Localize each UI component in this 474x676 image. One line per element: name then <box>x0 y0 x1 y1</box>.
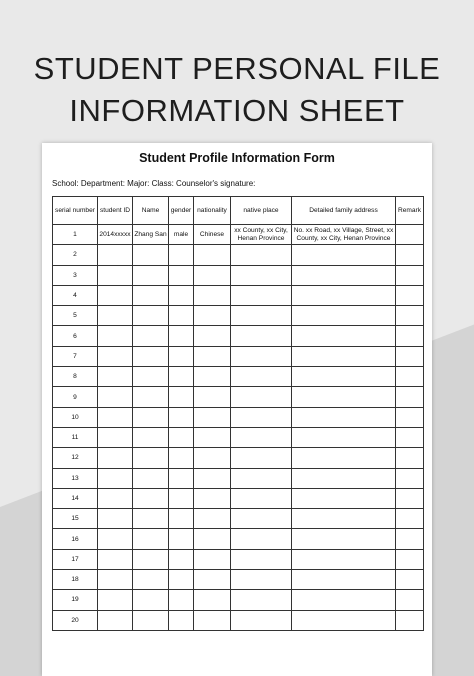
cell-serial[interactable]: 19 <box>53 590 98 610</box>
cell-gender[interactable] <box>169 448 194 468</box>
cell-student-id[interactable] <box>98 488 133 508</box>
cell-nationality[interactable] <box>194 509 231 529</box>
cell-name[interactable] <box>133 367 169 387</box>
cell-gender[interactable] <box>169 387 194 407</box>
cell-gender[interactable] <box>169 427 194 447</box>
cell-native-place[interactable] <box>231 245 292 265</box>
cell-nationality[interactable] <box>194 549 231 569</box>
cell-family-address[interactable] <box>292 326 396 346</box>
cell-student-id[interactable] <box>98 407 133 427</box>
cell-family-address[interactable] <box>292 346 396 366</box>
cell-gender[interactable] <box>169 468 194 488</box>
cell-nationality[interactable] <box>194 265 231 285</box>
cell-native-place[interactable] <box>231 285 292 305</box>
table-header-row <box>53 197 424 225</box>
table-row <box>53 529 424 549</box>
cell-nationality[interactable] <box>194 427 231 447</box>
cell-family-address[interactable] <box>292 549 396 569</box>
cell-gender[interactable] <box>169 549 194 569</box>
cell-family-address[interactable] <box>292 225 396 245</box>
cell-remark[interactable] <box>396 610 424 630</box>
cell-student-id[interactable] <box>98 610 133 630</box>
cell-native-place[interactable] <box>231 590 292 610</box>
cell-nationality[interactable] <box>194 610 231 630</box>
cell-native-place[interactable] <box>231 427 292 447</box>
table-row <box>53 285 424 305</box>
cell-nationality[interactable] <box>194 488 231 508</box>
column-header-serial-number: serial number <box>53 197 98 225</box>
cell-family-address[interactable] <box>292 610 396 630</box>
cell-remark[interactable] <box>396 448 424 468</box>
cell-remark[interactable] <box>396 367 424 387</box>
cell-name[interactable] <box>133 549 169 569</box>
table-row <box>53 468 424 488</box>
cell-family-address[interactable] <box>292 448 396 468</box>
cell-remark[interactable] <box>396 225 424 245</box>
column-header-native-place: native place <box>231 197 292 225</box>
table-row <box>53 549 424 569</box>
cell-nationality[interactable] <box>194 448 231 468</box>
table-row <box>53 509 424 529</box>
cell-family-address[interactable] <box>292 306 396 326</box>
cell-gender[interactable] <box>169 285 194 305</box>
cell-native-place[interactable] <box>231 509 292 529</box>
table-row <box>53 265 424 285</box>
cell-family-address[interactable] <box>292 509 396 529</box>
cell-student-id[interactable] <box>98 367 133 387</box>
page-title-line-2: INFORMATION SHEET <box>69 93 405 128</box>
cell-student-id[interactable] <box>98 448 133 468</box>
cell-student-id[interactable] <box>98 590 133 610</box>
cell-native-place[interactable] <box>231 610 292 630</box>
cell-name[interactable] <box>133 529 169 549</box>
table-row <box>53 448 424 468</box>
cell-gender[interactable] <box>169 488 194 508</box>
cell-native-place[interactable] <box>231 570 292 590</box>
cell-remark[interactable] <box>396 265 424 285</box>
cell-nationality[interactable] <box>194 285 231 305</box>
table-row <box>53 326 424 346</box>
cell-serial[interactable]: 8 <box>53 367 98 387</box>
cell-student-id[interactable] <box>98 265 133 285</box>
cell-gender[interactable] <box>169 265 194 285</box>
cell-native-place[interactable] <box>231 387 292 407</box>
table-row <box>53 610 424 630</box>
cell-family-address[interactable] <box>292 488 396 508</box>
table-row <box>53 346 424 366</box>
cell-name[interactable] <box>133 285 169 305</box>
student-table <box>52 196 424 631</box>
page-title-line-1: STUDENT PERSONAL FILE <box>33 51 441 86</box>
form-title: Student Profile Information Form <box>139 151 335 165</box>
cell-serial[interactable]: 10 <box>53 407 98 427</box>
page-title <box>0 48 474 132</box>
cell-name[interactable] <box>133 509 169 529</box>
table-row <box>53 427 424 447</box>
cell-native-place[interactable] <box>231 529 292 549</box>
cell-gender[interactable] <box>169 529 194 549</box>
cell-nationality[interactable] <box>194 407 231 427</box>
cell-family-address[interactable] <box>292 529 396 549</box>
cell-student-id[interactable] <box>98 509 133 529</box>
cell-student-id[interactable] <box>98 285 133 305</box>
cell-student-id[interactable]: 2014xxxxx <box>98 225 133 245</box>
cell-student-id[interactable] <box>98 529 133 549</box>
cell-name[interactable] <box>133 407 169 427</box>
cell-gender[interactable] <box>169 326 194 346</box>
cell-gender[interactable] <box>169 570 194 590</box>
cell-student-id[interactable] <box>98 387 133 407</box>
cell-gender[interactable] <box>169 245 194 265</box>
cell-serial[interactable]: 12 <box>53 448 98 468</box>
cell-serial[interactable]: 2 <box>53 245 98 265</box>
cell-serial[interactable]: 6 <box>53 326 98 346</box>
cell-native-place[interactable] <box>231 488 292 508</box>
cell-native-place[interactable] <box>231 407 292 427</box>
form-info-line: School: Department: Major: Class: Counselor's signature: <box>52 179 256 188</box>
cell-serial[interactable]: 16 <box>53 529 98 549</box>
cell-remark[interactable] <box>396 570 424 590</box>
cell-gender[interactable] <box>169 590 194 610</box>
cell-native-place[interactable] <box>231 468 292 488</box>
table-row <box>53 245 424 265</box>
cell-name[interactable] <box>133 427 169 447</box>
column-header-student-id: student ID <box>98 197 133 225</box>
cell-name[interactable] <box>133 306 169 326</box>
table-row <box>53 306 424 326</box>
cell-family-address[interactable] <box>292 387 396 407</box>
cell-nationality[interactable] <box>194 529 231 549</box>
cell-family-address[interactable] <box>292 285 396 305</box>
cell-student-id[interactable] <box>98 570 133 590</box>
table-row <box>53 590 424 610</box>
cell-nationality[interactable] <box>194 367 231 387</box>
cell-name[interactable] <box>133 448 169 468</box>
cell-native-place[interactable] <box>231 225 292 245</box>
cell-family-address[interactable] <box>292 570 396 590</box>
cell-serial[interactable]: 11 <box>53 427 98 447</box>
cell-family-address[interactable] <box>292 367 396 387</box>
cell-family-address[interactable] <box>292 590 396 610</box>
cell-nationality[interactable] <box>194 346 231 366</box>
cell-name[interactable] <box>133 245 169 265</box>
cell-nationality[interactable]: Chinese <box>194 225 231 245</box>
native-place-text: xx County, xx City, Henan Province <box>234 227 288 242</box>
cell-serial[interactable]: 3 <box>53 265 98 285</box>
column-header-nationality: nationality <box>194 197 231 225</box>
cell-serial[interactable]: 15 <box>53 509 98 529</box>
column-header-family-address: Detailed family address <box>292 197 396 225</box>
cell-nationality[interactable] <box>194 245 231 265</box>
cell-serial[interactable]: 9 <box>53 387 98 407</box>
cell-serial[interactable]: 7 <box>53 346 98 366</box>
cell-remark[interactable] <box>396 285 424 305</box>
cell-native-place[interactable] <box>231 346 292 366</box>
cell-remark[interactable] <box>396 488 424 508</box>
cell-name[interactable] <box>133 387 169 407</box>
cell-remark[interactable] <box>396 529 424 549</box>
cell-student-id[interactable] <box>98 346 133 366</box>
cell-gender[interactable] <box>169 509 194 529</box>
cell-gender[interactable]: male <box>169 225 194 245</box>
cell-name[interactable] <box>133 265 169 285</box>
cell-name[interactable] <box>133 346 169 366</box>
cell-gender[interactable] <box>169 610 194 630</box>
cell-name[interactable] <box>133 590 169 610</box>
column-header-remark: Remark <box>396 197 424 225</box>
cell-name[interactable] <box>133 488 169 508</box>
cell-family-address[interactable] <box>292 407 396 427</box>
cell-nationality[interactable] <box>194 570 231 590</box>
cell-remark[interactable] <box>396 509 424 529</box>
table-row <box>53 488 424 508</box>
cell-name[interactable] <box>133 610 169 630</box>
cell-name[interactable] <box>133 326 169 346</box>
cell-student-id[interactable] <box>98 326 133 346</box>
cell-nationality[interactable] <box>194 306 231 326</box>
cell-native-place[interactable] <box>231 326 292 346</box>
cell-serial[interactable]: 14 <box>53 488 98 508</box>
table-row <box>53 387 424 407</box>
cell-serial[interactable]: 4 <box>53 285 98 305</box>
cell-serial[interactable]: 13 <box>53 468 98 488</box>
cell-gender[interactable] <box>169 346 194 366</box>
cell-native-place[interactable] <box>231 448 292 468</box>
family-address-text: No. xx Road, xx Village, Street, xx County, xx City, Henan Province <box>293 227 394 242</box>
cell-gender[interactable] <box>169 407 194 427</box>
column-header-name: Name <box>133 197 169 225</box>
cell-remark[interactable] <box>396 468 424 488</box>
cell-remark[interactable] <box>396 306 424 326</box>
cell-remark[interactable] <box>396 427 424 447</box>
cell-student-id[interactable] <box>98 306 133 326</box>
cell-native-place[interactable] <box>231 306 292 326</box>
cell-remark[interactable] <box>396 407 424 427</box>
table-row <box>53 407 424 427</box>
table-row <box>53 570 424 590</box>
cell-family-address[interactable] <box>292 265 396 285</box>
cell-native-place[interactable] <box>231 367 292 387</box>
table-row <box>53 367 424 387</box>
cell-serial[interactable]: 5 <box>53 306 98 326</box>
cell-remark[interactable] <box>396 590 424 610</box>
cell-name[interactable] <box>133 570 169 590</box>
table-row <box>53 225 424 245</box>
column-header-gender: gender <box>169 197 194 225</box>
form-sheet <box>42 143 432 676</box>
cell-remark[interactable] <box>396 245 424 265</box>
cell-student-id[interactable] <box>98 245 133 265</box>
cell-name[interactable] <box>133 468 169 488</box>
cell-gender[interactable] <box>169 367 194 387</box>
cell-serial[interactable]: 18 <box>53 570 98 590</box>
cell-native-place[interactable] <box>231 549 292 569</box>
cell-gender[interactable] <box>169 306 194 326</box>
cell-nationality[interactable] <box>194 326 231 346</box>
cell-remark[interactable] <box>396 387 424 407</box>
cell-name[interactable]: Zhang San <box>133 225 169 245</box>
cell-remark[interactable] <box>396 549 424 569</box>
cell-remark[interactable] <box>396 326 424 346</box>
cell-student-id[interactable] <box>98 468 133 488</box>
cell-family-address[interactable] <box>292 427 396 447</box>
cell-family-address[interactable] <box>292 468 396 488</box>
cell-serial[interactable]: 20 <box>53 610 98 630</box>
cell-student-id[interactable] <box>98 427 133 447</box>
cell-nationality[interactable] <box>194 468 231 488</box>
cell-family-address[interactable] <box>292 245 396 265</box>
cell-serial[interactable]: 17 <box>53 549 98 569</box>
cell-serial[interactable]: 1 <box>53 225 98 245</box>
cell-student-id[interactable] <box>98 549 133 569</box>
cell-nationality[interactable] <box>194 387 231 407</box>
cell-nationality[interactable] <box>194 590 231 610</box>
cell-native-place[interactable] <box>231 265 292 285</box>
cell-remark[interactable] <box>396 346 424 366</box>
